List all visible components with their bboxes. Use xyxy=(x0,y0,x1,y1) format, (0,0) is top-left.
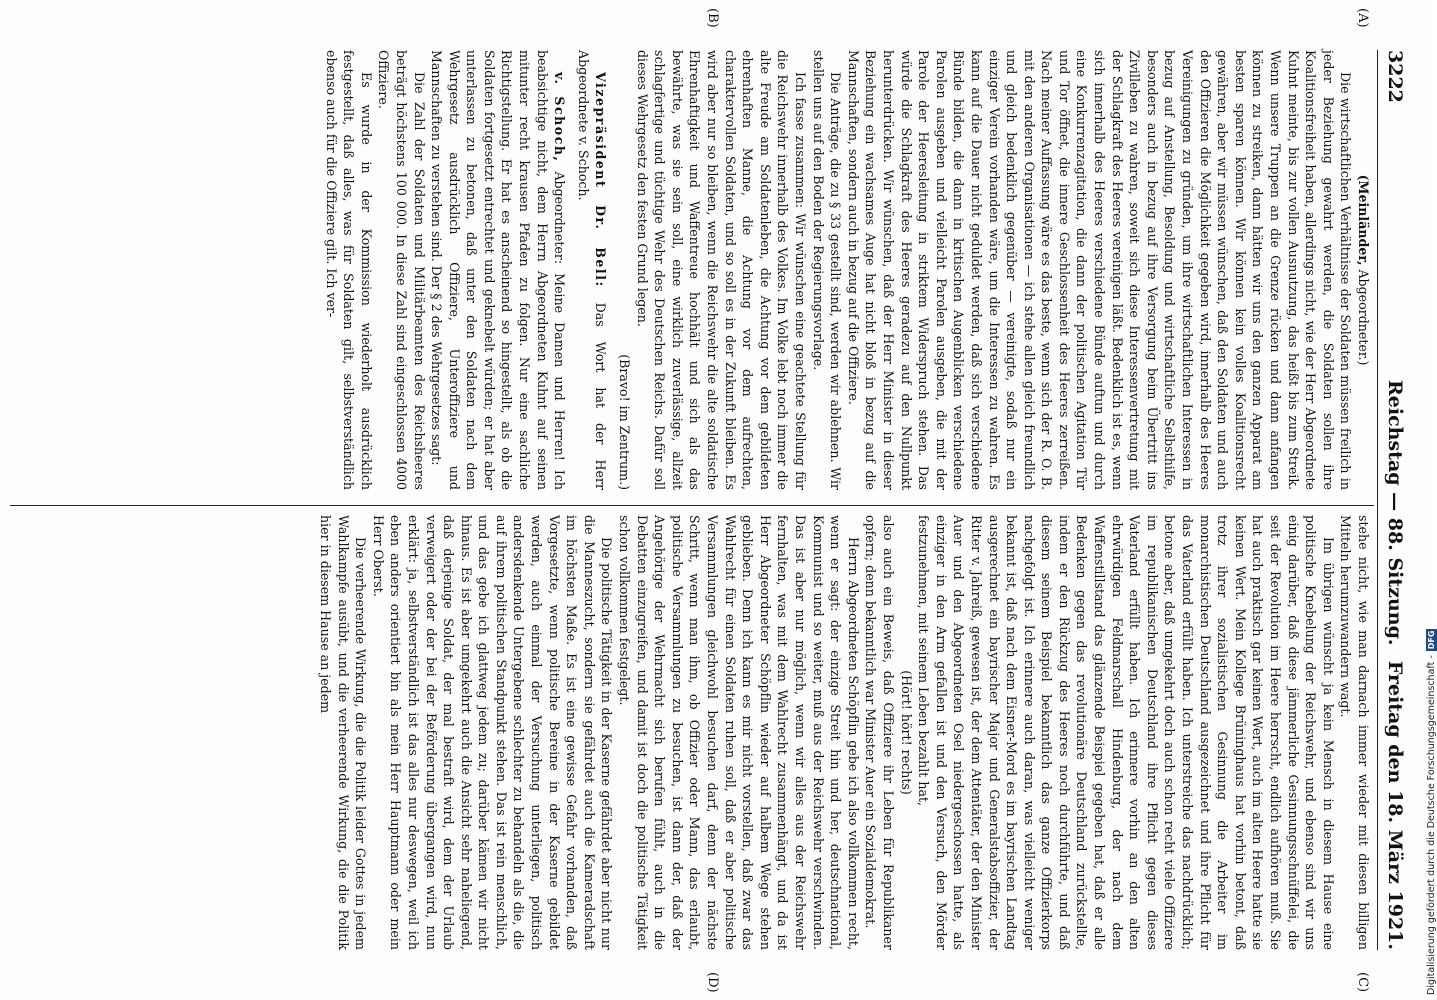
speech-text: Abgeordneter: Meine Damen und Herren! Ich beabsichtige nicht, dem Herrn Abgeordneten Kuhnt auf seinen mitunter recht krausen Pfaden zu folgen. Nur eine sachliche Richtigstellung. Er hat es anscheinend so hingestellt, als ob die Soldaten fortgesetzt entrechtet und geknebelt würden; er hat aber unterlassen zu betonen, daß unter den Soldaten nach dem Wehrgesetz ausdrücklich Offiziere, Unteroffiziere und Mannschaften zu verstehen sind. Der § 2 des Wehrgesetzes sagt: xyxy=(429,50,568,490)
interjection: (Bravo! im Zentrum.) xyxy=(617,354,633,490)
session-date: Freitag den 18. März 1921. xyxy=(1384,660,1406,950)
page-header xyxy=(1380,50,1406,950)
paragraph: Die verheerende Wirkung, die die Politik leider Gottes in jedem Wahlkampfe ausübt, und die verheerende Wirkung, die die Politik hier in diesem Hause an jedem xyxy=(317,515,369,950)
paragraph: Ich fasse zusammen: Wir wünschen eine geachtete Stellung für die Reichswehr innerhalb des Volkes. Im Volke lebt noch immer die alte Freude am Soldatenleben, die Achtung vor dem gebildeten ehrenhaften Manne, die Achtung vor dem aufrechten, charaktervollen Soldaten, und so soll es in der Zukunft bleiben. Es wird aber nur so bleiben, wenn die Reichswehr die alte soldatische Ehrenhaftigkeit und Waffentreue hochhält und sich als das bewährte, was sie sein soll, eine wirklich zuverlässige, allzeit schlagfertige und tüchtige Wehr des Deutschen Reichs. Dafür soll dieses Wehrgesetz den festen Grund legen. xyxy=(634,50,808,490)
dfg-logo: DFG xyxy=(1427,630,1436,650)
margin-mark-a: (A) xyxy=(1355,8,1370,28)
session-title: Reichstag — 88. Sitzung. xyxy=(1384,380,1406,646)
speaker-name: v. Schoch, xyxy=(552,72,568,163)
margin-mark-b: (B) xyxy=(705,8,720,28)
speaker-name: Vizepräsident Dr. Bell: xyxy=(593,72,609,288)
speech-start xyxy=(428,50,569,490)
paragraph: Herrn Abgeordneten Schöpflin gebe ich also vollkommen recht, wenn er sagt: der einzige Streit hin und her, deutschnational, Kommunist und so weiter, muß aus der Reichswehr verschwinden. Das ist aber nur möglich, wenn wir alles aus der Reichswehr fernhalten, was mit dem Wahlrecht zusammenhängt, und da ist Herr Abgeordneter Schöpflin wieder auf halbem Wege stehen geblieben. Denn ich kann es mir nicht vorstellen, daß zwar das Wahlrecht für einen Soldaten ruhen soll, daß er aber politische Versammlungen gleichwohl besuchen darf, denn der nächste Schritt, wenn man ihm, ob Offizier oder Mann, das erlaubt, politische Versammlungen zu besuchen, ist dann der, daß der Angehörige der Wehrmacht sich berufen fühlt, auch in die Debatten einzugreifen, und damit ist doch die politische Tätigkeit schon vollkommen festgelegt. xyxy=(617,515,861,950)
chair-statement xyxy=(574,50,609,490)
paragraph: also auch ein Beweis, daß Offiziere ihr Leben für Republikaner opfern; denn bekanntlich war Minister Auer ein Sozialdemokrat. xyxy=(863,515,896,950)
margin-mark-c: (C) xyxy=(1355,972,1370,993)
statement-text: Das Wort hat der Herr Abgeordnete v. Schoch. xyxy=(575,50,609,491)
paragraph: Die Anträge, die zu § 33 gestellt sind, werden wir ablehnen. Wir stellen uns auf den Boden der Regierungsvorlage. xyxy=(810,50,844,490)
speaker-role: Abgeordneter.) xyxy=(1356,265,1371,366)
header-rule xyxy=(1377,50,1378,950)
paragraph: Es wurde in der Kommission wiederholt ausdrücklich festgestellt, daß alles, was für Soldaten gilt, selbstverständlich ebenso auch für die Offiziere gilt. Ich ver- xyxy=(323,50,374,490)
paragraph: Die wirtschaftlichen Verhältnisse der Soldaten müssen freilich in jeder Beziehung gewahrt werden, die Soldaten sollen ihre Koalitionsfreiheit haben, allerdings nicht, wie der Herr Abgeordnete Kuhnt meinte, bis zur vollen Ausnutzung, das heißt bis zum Streik. Wenn unsere Truppen an die Grenze rücken und dann anfangen können zu streiken, dann hätten wir uns den ganzen Apparat am besten sparen können. Wir können kein volles Koalitionsrecht gewähren, aber wir müssen wünschen, daß den Soldaten und auch den Offizieren die Möglichkeit gegeben wird, innerhalb des Heeres Vereinigungen zu gründen, um ihre wirtschaftlichen Interessen in bezug auf Anstellung, Besoldung und wirtschaftliche Selbsthilfe, besonders auch in bezug auf ihre Versorgung beim Übertritt ins Zivilleben zu wahren, soweit sich diese Interessenvertretung mit der Schlagkraft des Heeres vereinigen läßt. Bedenklich ist es, wenn sich innerhalb des Heeres verschiedene Bünde auftun und durch eine Konkurrenzagitation, die dann der politischen Agitation Tür und Tor öffnet, die innere Geschlossenheit des Heeres zerreißen. Nach meiner Auffassung wäre es das beste, wenn sich der R. O. B. mit den anderen Organisationen — ich stehe allen gleich freundlich und gleich bedenklich gegenüber — vereinigte, sodaß nur ein einziger Verein vorhanden wäre, um die Interessen zu wahren. Es kann auf die Dauer nicht geduldet werden, daß sich verschiedene Bünde bilden, die dann in kritischen Augenblicken verschiedene Parolen ausgeben und vielleicht Parolen ausgeben, die mit der Parole der Heeresleitung in striktem Widerspruch stehen. Das würde die Schlagkraft des Heeres geradezu auf den Nullpunkt herunterdrücken. Wir wünschen, daß der Herr Minister in dieser Beziehung ein wachsames Auge hat nicht bloß in bezug auf die Mannschaften, sondern auch in bezug auf die Offiziere. xyxy=(845,50,1354,490)
speaker-continuation xyxy=(1354,50,1372,490)
paragraph: Im übrigen wünscht ja kein Mensch in diesem Hause eine politische Knebelung der Reichswehr, und ebenso sind wir uns einig darüber, daß diese jämmerliche Gesinnungsschnüffelei, die seit der Revolution im Heere herrscht, endlich aufhören muß. Sie hat auch praktisch gar keinen Wert, auch im alten Heere hatte sie keinen Wert. Mein Kollege Brüninghaus hat vorhin betont, daß trotz ihrer sozialistischen Gesinnung die Arbeiter im monarchistischen Deutschland ausgezeichnet und ihre Pflicht für das Vaterland erfüllt haben. Ich unterstreiche das nachdrücklich; betone aber, daß umgekehrt doch auch schon recht viele Offiziere im republikanischen Deutschland ihre Pflicht gegen dieses Vaterland erfüllt haben. Ich erinnere vorhin an den alten ehrwürdigen Feldmarschall Hindenburg, der nach dem Waffenstillstand das glänzende Beispiel gegeben hat, daß er alle Bedenken gegen das revolutionäre Deutschland zurückstellte, indem er den Rückzug des Heeres noch durchführte, und daß diesem seinem Beispiel bekanntlich das ganze Offizierkorps nachgefolgt ist. Ich erinnere auch daran, was vielleicht weniger bekannt ist, daß nach dem Eisner-Mord es im bayrischen Landtag ausgerechnet ein bayrischer Major und Generalstabsoffizier, der Ritter v. Jahreiß, gewesen ist, der dem Attentäter, der den Minister Auer und den Abgeordneten Osel niedergeschossen hatte, als einziger in den Arm gefallen ist und den Versuch, den Mörder festzunehmen, mit seinem Leben bezahlt hat, xyxy=(916,515,1336,950)
interjection: (Hört! hört! rechts) xyxy=(898,670,914,795)
speaker-name: (Meinländer, xyxy=(1356,174,1371,266)
credit-text: Digitalisierung gefördert durch die Deutsche Forschungsgemeinschaft - xyxy=(1426,655,1437,995)
right-column xyxy=(316,515,1372,950)
page-number: 3222 xyxy=(1384,50,1406,103)
column-divider xyxy=(10,505,1374,506)
paragraph: stehe nicht, wie man darnach immer wieder mit diesen billigen Mitteln herumzuwandern wagt. xyxy=(1338,515,1371,950)
digitization-credit xyxy=(1426,629,1437,995)
left-column xyxy=(322,50,1372,490)
margin-mark-d: (D) xyxy=(705,972,720,993)
paragraph: Die politische Tätigkeit in der Kaserne gefährdet aber nicht nur die Manneszucht, sondern sie gefährdet auch die Kameradschaft im höchsten Maße. Es ist eine gewisse Gefahr vorhanden, daß Vorgesetzte, wenn politische Bereine in der Kaserne gebildet werden, auch einmal der Versuchung unterliegen, politisch andersdenkende Untergebene schlechter zu behandeln als die, die auf ihrem politischen Standpunkt stehen. Das ist rein menschlich, und das gebe ich glattweg jedem zu; darüber kämen wir nicht hinaus. Es ist aber umgekehrt auch die Ansicht sehr naheliegend, daß derjenige Soldat, der mal bestraft wird, dem der Urlaub verweigert oder der bei der Beförderung übergangen wird, nun erklärt: ja, selbstverständlich ist das alles nur deswegen, weil ich eben anders orientiert bin als mein Herr Hauptmann oder mein Herr Oberst. xyxy=(370,515,615,950)
quoted-paragraph: Die Zahl der Soldaten und Militärbeamten des Reichsheeres beträgt höchstens 100 000. In diese Zahl sind eingeschlossen 4000 Offiziere. xyxy=(376,50,427,490)
